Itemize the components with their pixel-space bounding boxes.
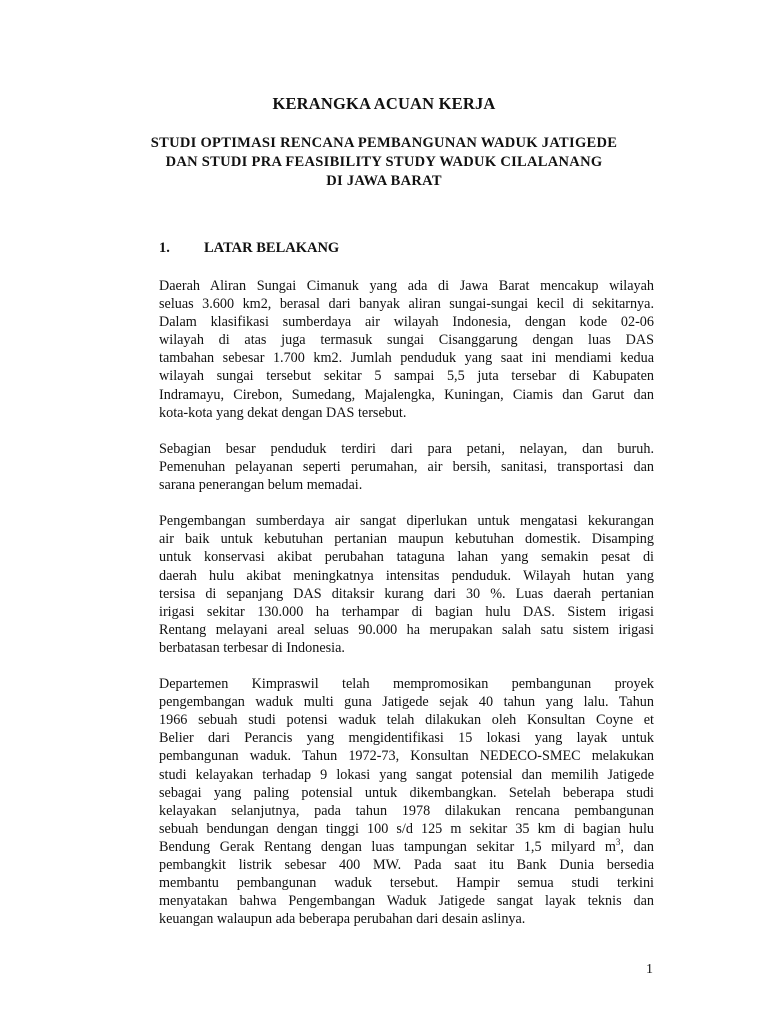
text-line: keuangan walaupun ada beberapa perubahan dari desain aslinya. — [159, 911, 526, 928]
text-line-with-superscript — [159, 838, 654, 856]
text-line: tambahan sebesar 1.700 km2. Jumlah penduduk yang saat ini mendiami kedua — [159, 350, 654, 367]
text-line: pembangunan waduk. Tahun 1972-73, Konsultan NEDECO-SMEC melakukan — [159, 748, 654, 765]
text-line: untuk konservasi akibat perubahan tataguna lahan yang semakin pesat di — [159, 549, 654, 566]
text-line: sebuah bendungan dengan tinggi 100 s/d 125 m sekitar 35 km di bagian hulu — [159, 820, 654, 837]
text-line: Indramayu, Cirebon, Sumedang, Majalengka, Kuningan, Ciamis dan Garut dan — [159, 386, 654, 403]
text-line: 1966 sebuah studi potensi waduk telah dilakukan oleh Konsultan Coyne et — [159, 712, 654, 729]
text-line: pengembangan waduk multi guna Jatigede sejak 40 tahun yang lalu. Tahun — [159, 694, 654, 711]
section-number: 1. — [159, 240, 170, 256]
document-subtitle — [0, 134, 768, 191]
text-line: Sebagian besar penduduk terdiri dari para petani, nelayan, dan buruh. — [159, 440, 654, 457]
paragraph-4 — [159, 675, 654, 928]
subtitle-line: DI JAWA BARAT — [326, 173, 442, 189]
text-line: membantu pembangunan waduk tersebut. Hampir semua studi terkini — [159, 875, 654, 892]
text-line: Belier dari Perancis yang mengidentifikasi 15 lokasi yang layak untuk — [159, 730, 654, 747]
text-line: seluas 3.600 km2, berasal dari banyak aliran sungai-sungai kecil di sekitarnya. — [159, 296, 654, 313]
text-line: Departemen Kimpraswil telah mempromosikan pembangunan proyek — [159, 676, 654, 693]
text-line: pembangkit listrik sebesar 400 MW. Pada saat itu Bank Dunia bersedia — [159, 857, 654, 873]
text-line: sebagai yang paling potensial untuk dikembangkan. Setelah beberapa studi — [159, 784, 654, 801]
text-line: studi kelayakan terhadap 9 lokasi yang sangat potensial dan memilih Jatigede — [159, 766, 654, 783]
page-number: 1 — [646, 962, 653, 977]
text-line: Dalam klasifikasi sumberdaya air wilayah Indonesia, dengan kode 02-06 — [159, 314, 654, 331]
text-fragment: , dan — [620, 838, 654, 855]
section-heading — [159, 240, 339, 257]
text-line: irigasi sekitar 130.000 ha terhampar di bagian hulu DAS. Sistem irigasi — [159, 603, 654, 620]
text-line: tersisa di sepanjang DAS ditaksir kurang dari 30 %. Luas daerah pertanian — [159, 585, 654, 602]
text-line: daerah hulu akibat meningkatnya intensitas penduduk. Wilayah hutan yang — [159, 567, 654, 584]
section-title: LATAR BELAKANG — [204, 240, 340, 256]
text-line: Rentang melayani areal seluas 90.000 ha merupakan salah satu sistem irigasi — [159, 621, 654, 638]
paragraph-3 — [159, 512, 654, 657]
text-line: Pemenuhan pelayanan seperti perumahan, air bersih, sanitasi, transportasi dan — [159, 458, 654, 475]
text-line: sarana penerangan belum memadai. — [159, 477, 363, 494]
text-line: air baik untuk kebutuhan pertanian maupun kebutuhan domestik. Disamping — [159, 531, 654, 548]
text-line: Daerah Aliran Sungai Cimanuk yang ada di Jawa Barat mencakup wilayah — [159, 278, 654, 294]
paragraph-2 — [159, 440, 654, 494]
paragraph-1 — [159, 277, 654, 422]
text-line: wilayah di atas juga termasuk sungai Cisanggarung dengan luas DAS — [159, 332, 654, 349]
body-text — [159, 277, 654, 946]
text-line: menyatakan bahwa Pengembangan Waduk Jatigede sangat layak teknis dan — [159, 893, 654, 910]
text-line: berbatasan terbesar di Indonesia. — [159, 639, 345, 656]
text-line: Pengembangan sumberdaya air sangat diperlukan untuk mengatasi kekurangan — [159, 513, 654, 530]
document-title: KERANGKA ACUAN KERJA — [272, 94, 496, 113]
text-line: wilayah sungai tersebut sekitar 5 sampai 5,5 juta tersebar di Kabupaten — [159, 368, 654, 385]
subtitle-line: DAN STUDI PRA FEASIBILITY STUDY WADUK CILALANANG — [165, 154, 603, 170]
superscript: 3 — [615, 836, 621, 847]
subtitle-line: STUDI OPTIMASI RENCANA PEMBANGUNAN WADUK JATIGEDE — [150, 135, 618, 151]
text-line: kota-kota yang dekat dengan DAS tersebut. — [159, 404, 407, 421]
text-line: kelayakan selanjutnya, pada tahun 1978 dilakukan rencana pembangunan — [159, 802, 654, 819]
text-fragment: Bendung Gerak Rentang dengan luas tampungan sekitar 1,5 milyard m — [159, 838, 616, 855]
